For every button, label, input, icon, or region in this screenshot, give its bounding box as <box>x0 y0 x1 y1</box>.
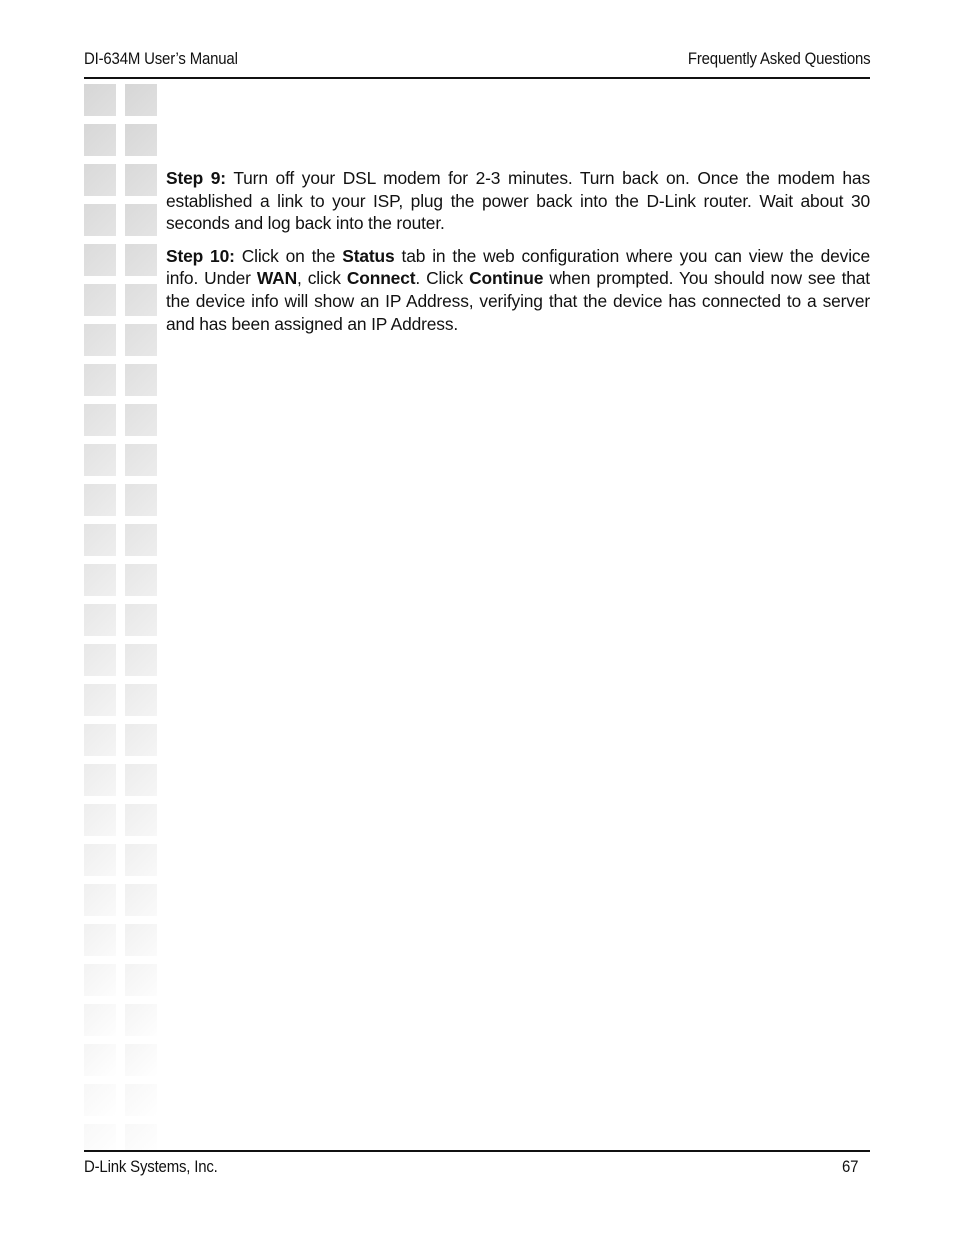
sidebar-tile <box>84 364 116 396</box>
sidebar-tile <box>125 444 157 476</box>
step-10-text-1: Click on the <box>234 245 343 266</box>
sidebar-tile <box>125 164 157 196</box>
sidebar-tile <box>84 284 116 316</box>
sidebar-tile <box>84 1004 116 1036</box>
sidebar-tile <box>84 444 116 476</box>
sidebar-tile <box>125 364 157 396</box>
sidebar-tile <box>84 604 116 636</box>
sidebar-tile <box>84 924 116 956</box>
sidebar-tile <box>84 1124 116 1150</box>
sidebar-tile <box>84 964 116 996</box>
sidebar-tile <box>84 724 116 756</box>
sidebar-tile <box>125 644 157 676</box>
sidebar-tile <box>125 804 157 836</box>
step-10-label: Step 10: <box>166 245 235 266</box>
sidebar-tile <box>125 884 157 916</box>
sidebar-tile <box>84 324 116 356</box>
sidebar-tile <box>84 884 116 916</box>
sidebar-tile <box>84 1084 116 1116</box>
sidebar-tile <box>125 84 157 116</box>
sidebar-tile <box>84 684 116 716</box>
sidebar-tile <box>84 164 116 196</box>
sidebar-tile <box>84 1044 116 1076</box>
continue-term: Continue <box>469 268 544 289</box>
sidebar-tile <box>125 1124 157 1150</box>
header-rule <box>84 77 870 79</box>
sidebar-tile <box>125 604 157 636</box>
step-9-label: Step 9: <box>166 168 226 188</box>
sidebar-tile <box>125 484 157 516</box>
sidebar-tile <box>125 684 157 716</box>
step-10-text-4: . Click <box>415 268 470 289</box>
sidebar-tile <box>125 764 157 796</box>
sidebar-tile <box>84 204 116 236</box>
step-10-paragraph <box>166 245 870 335</box>
sidebar-tile <box>84 644 116 676</box>
sidebar-tile <box>125 1084 157 1116</box>
sidebar-tile <box>84 764 116 796</box>
sidebar-tile <box>125 324 157 356</box>
wan-term: WAN <box>256 268 297 289</box>
sidebar-tile <box>125 1044 157 1076</box>
step-10-text-5: when prompted. You should now see that the device info will show an IP Address, verifying that the device has connected to a server and has been assigned an IP Address. <box>166 268 870 334</box>
sidebar-tile <box>84 484 116 516</box>
step-10-text-2: tab in the web configuration where you can view the device info. Under <box>166 245 870 289</box>
sidebar-tile <box>125 564 157 596</box>
sidebar-tile <box>84 564 116 596</box>
sidebar-tile <box>125 964 157 996</box>
sidebar-tile <box>125 724 157 756</box>
sidebar-tile <box>125 404 157 436</box>
page-number: 67 <box>842 1157 859 1176</box>
connect-term: Connect <box>346 268 416 289</box>
step-10-text-3: , click <box>296 268 347 289</box>
step-9-paragraph <box>166 167 870 235</box>
sidebar-tile <box>125 204 157 236</box>
page-content <box>166 167 870 345</box>
status-term: Status <box>342 245 395 266</box>
sidebar-tile <box>125 1004 157 1036</box>
sidebar-tile <box>84 524 116 556</box>
sidebar-tile <box>125 524 157 556</box>
decorative-tile-sidebar <box>84 84 158 1150</box>
step-9-text: Turn off your DSL modem for 2-3 minutes. Turn back on. Once the modem has established a link to your ISP, plug the power back into the D-Link router. Wait about 30 seconds and log back into the router. <box>166 168 871 234</box>
sidebar-tile <box>125 284 157 316</box>
sidebar-tile <box>125 924 157 956</box>
sidebar-tile <box>84 404 116 436</box>
sidebar-tile <box>125 124 157 156</box>
manual-title: DI-634M User’s Manual <box>84 49 238 68</box>
section-title: Frequently Asked Questions <box>687 49 870 68</box>
company-name: D-Link Systems, Inc. <box>84 1157 218 1176</box>
sidebar-tile <box>84 244 116 276</box>
sidebar-tile <box>84 124 116 156</box>
footer-rule <box>84 1150 870 1152</box>
sidebar-tile <box>84 84 116 116</box>
sidebar-tile <box>84 844 116 876</box>
sidebar-tile <box>125 244 157 276</box>
sidebar-tile <box>84 804 116 836</box>
sidebar-tile <box>125 844 157 876</box>
